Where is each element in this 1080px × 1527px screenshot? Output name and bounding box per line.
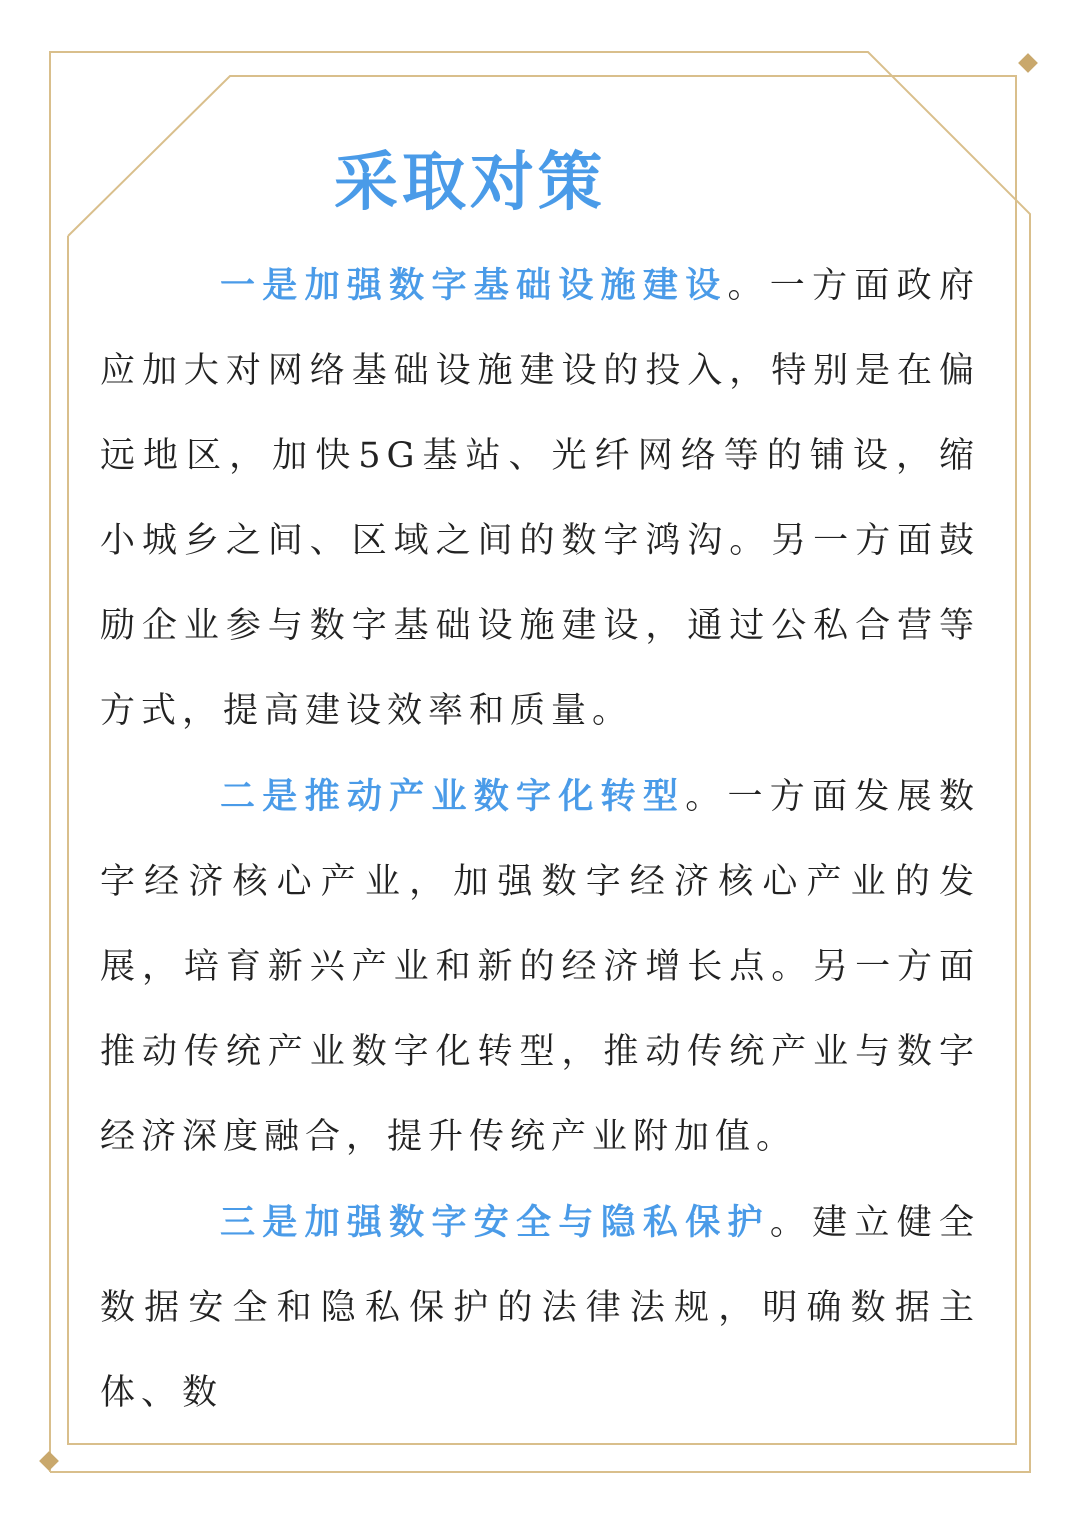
corner-diamond-top-right <box>1018 53 1038 73</box>
paragraph-1 <box>100 243 980 754</box>
paragraph-3-lead: 三是加强数字安全与隐私保护 <box>220 1202 770 1243</box>
paragraph-1-lead: 一是加强数字基础设施建设 <box>220 265 728 306</box>
article-body <box>100 243 980 1436</box>
paragraph-3-body: 。建立健全数据安全和隐私保护的法律法规，明确数据主体、数 <box>100 1203 980 1413</box>
paragraph-2-lead: 二是推动产业数字化转型 <box>220 776 686 817</box>
paragraph-3 <box>100 1180 980 1436</box>
corner-diamond-bottom-left <box>39 1451 59 1471</box>
page-title: 采取对策 <box>334 145 606 220</box>
paragraph-2-body: 。一方面发展数字经济核心产业，加强数字经济核心产业的发展，培育新兴产业和新的经济增长点。另一方面推动传统产业数字化转型，推动传统产业与数字经济深度融合，提升传统产业附加值。 <box>100 777 980 1157</box>
paragraph-1-body: 。一方面政府应加大对网络基础设施建设的投入，特别是在偏远地区，加快5G基站、光纤网络等的铺设，缩小城乡之间、区域之间的数字鸿沟。另一方面鼓励企业参与数字基础设施建设，通过公私合营等方式，提高建设效率和质量。 <box>100 266 980 731</box>
paragraph-2 <box>100 754 980 1180</box>
